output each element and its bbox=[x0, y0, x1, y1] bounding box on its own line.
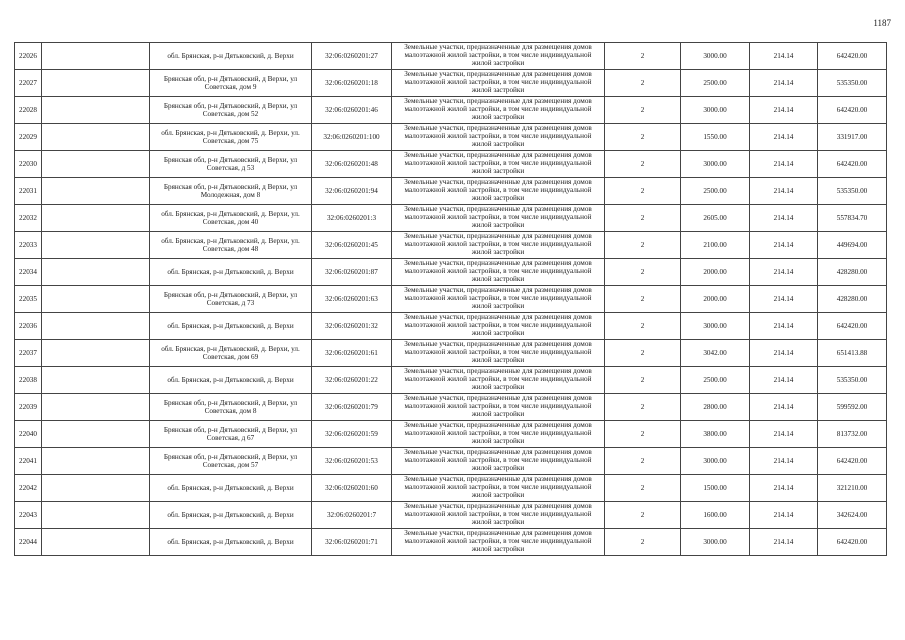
specific-value-cell: 214.14 bbox=[750, 232, 818, 259]
empty-cell bbox=[42, 502, 150, 529]
address-cell: Брянская обл, р-н Дятьковский, д Верхи, ул Советская, д 67 bbox=[150, 421, 312, 448]
area-cell: 1550.00 bbox=[681, 124, 750, 151]
table-row bbox=[15, 448, 887, 475]
cadastral-value-cell: 428280.00 bbox=[818, 286, 887, 313]
empty-cell bbox=[42, 70, 150, 97]
row-number-cell: 22036 bbox=[15, 313, 42, 340]
table-row bbox=[15, 124, 887, 151]
empty-cell bbox=[42, 313, 150, 340]
area-cell: 1500.00 bbox=[681, 475, 750, 502]
specific-value-cell: 214.14 bbox=[750, 394, 818, 421]
area-cell: 3000.00 bbox=[681, 43, 750, 70]
table-row bbox=[15, 475, 887, 502]
address-cell: обл. Брянская, р-н Дятьковский, д. Верхи bbox=[150, 313, 312, 340]
empty-cell bbox=[42, 205, 150, 232]
address-cell: Брянская обл, р-н Дятьковский, д Верхи, ул Советская, дом 9 bbox=[150, 70, 312, 97]
table-row bbox=[15, 232, 887, 259]
land-category-cell: Земельные участки, предназначенные для размещения домов малоэтажной жилой застройки, в том числе индивидуальной жилой застройки bbox=[392, 43, 605, 70]
cadastral-value-cell: 642420.00 bbox=[818, 313, 887, 340]
cadastral-number-cell: 32:06:0260201:22 bbox=[312, 367, 392, 394]
group-cell: 2 bbox=[605, 178, 681, 205]
empty-cell bbox=[42, 259, 150, 286]
specific-value-cell: 214.14 bbox=[750, 178, 818, 205]
row-number-cell: 22028 bbox=[15, 97, 42, 124]
land-category-cell: Земельные участки, предназначенные для размещения домов малоэтажной жилой застройки, в том числе индивидуальной жилой застройки bbox=[392, 421, 605, 448]
cadastral-number-cell: 32:06:0260201:100 bbox=[312, 124, 392, 151]
cadastral-number-cell: 32:06:0260201:87 bbox=[312, 259, 392, 286]
cadastral-number-cell: 32:06:0260201:61 bbox=[312, 340, 392, 367]
group-cell: 2 bbox=[605, 259, 681, 286]
area-cell: 3000.00 bbox=[681, 313, 750, 340]
specific-value-cell: 214.14 bbox=[750, 340, 818, 367]
land-category-cell: Земельные участки, предназначенные для размещения домов малоэтажной жилой застройки, в том числе индивидуальной жилой застройки bbox=[392, 367, 605, 394]
group-cell: 2 bbox=[605, 286, 681, 313]
cadastral-value-cell: 642420.00 bbox=[818, 151, 887, 178]
specific-value-cell: 214.14 bbox=[750, 286, 818, 313]
cadastral-value-cell: 651413.88 bbox=[818, 340, 887, 367]
group-cell: 2 bbox=[605, 448, 681, 475]
empty-cell bbox=[42, 475, 150, 502]
address-cell: обл. Брянская, р-н Дятьковский, д. Верхи bbox=[150, 502, 312, 529]
cadastral-number-cell: 32:06:0260201:7 bbox=[312, 502, 392, 529]
group-cell: 2 bbox=[605, 43, 681, 70]
cadastral-number-cell: 32:06:0260201:3 bbox=[312, 205, 392, 232]
specific-value-cell: 214.14 bbox=[750, 421, 818, 448]
row-number-cell: 22026 bbox=[15, 43, 42, 70]
cadastral-value-cell: 535350.00 bbox=[818, 178, 887, 205]
area-cell: 1600.00 bbox=[681, 502, 750, 529]
land-category-cell: Земельные участки, предназначенные для размещения домов малоэтажной жилой застройки, в том числе индивидуальной жилой застройки bbox=[392, 502, 605, 529]
group-cell: 2 bbox=[605, 97, 681, 124]
cadastral-value-cell: 642420.00 bbox=[818, 448, 887, 475]
table-row bbox=[15, 421, 887, 448]
land-category-cell: Земельные участки, предназначенные для размещения домов малоэтажной жилой застройки, в том числе индивидуальной жилой застройки bbox=[392, 286, 605, 313]
area-cell: 2800.00 bbox=[681, 394, 750, 421]
table-row bbox=[15, 529, 887, 556]
cadastral-value-cell: 342624.00 bbox=[818, 502, 887, 529]
area-cell: 2000.00 bbox=[681, 286, 750, 313]
group-cell: 2 bbox=[605, 340, 681, 367]
row-number-cell: 22044 bbox=[15, 529, 42, 556]
cadastral-value-cell: 599592.00 bbox=[818, 394, 887, 421]
cadastral-number-cell: 32:06:0260201:18 bbox=[312, 70, 392, 97]
address-cell: обл. Брянская, р-н Дятьковский, д. Верхи, ул. Советская, дом 40 bbox=[150, 205, 312, 232]
table-row bbox=[15, 286, 887, 313]
cadastral-value-cell: 428280.00 bbox=[818, 259, 887, 286]
address-cell: обл. Брянская, р-н Дятьковский, д. Верхи bbox=[150, 529, 312, 556]
table-row bbox=[15, 259, 887, 286]
table-row bbox=[15, 151, 887, 178]
land-category-cell: Земельные участки, предназначенные для размещения домов малоэтажной жилой застройки, в том числе индивидуальной жилой застройки bbox=[392, 97, 605, 124]
cadastral-value-cell: 535350.00 bbox=[818, 367, 887, 394]
area-cell: 3000.00 bbox=[681, 97, 750, 124]
group-cell: 2 bbox=[605, 394, 681, 421]
address-cell: обл. Брянская, р-н Дятьковский, д. Верхи bbox=[150, 43, 312, 70]
row-number-cell: 22042 bbox=[15, 475, 42, 502]
cadastral-number-cell: 32:06:0260201:71 bbox=[312, 529, 392, 556]
table-row bbox=[15, 97, 887, 124]
group-cell: 2 bbox=[605, 421, 681, 448]
row-number-cell: 22039 bbox=[15, 394, 42, 421]
land-category-cell: Земельные участки, предназначенные для размещения домов малоэтажной жилой застройки, в том числе индивидуальной жилой застройки bbox=[392, 259, 605, 286]
empty-cell bbox=[42, 394, 150, 421]
specific-value-cell: 214.14 bbox=[750, 97, 818, 124]
land-category-cell: Земельные участки, предназначенные для размещения домов малоэтажной жилой застройки, в том числе индивидуальной жилой застройки bbox=[392, 124, 605, 151]
table-row bbox=[15, 340, 887, 367]
row-number-cell: 22041 bbox=[15, 448, 42, 475]
address-cell: Брянская обл, р-н Дятьковский, д Верхи, ул Советская, дом 57 bbox=[150, 448, 312, 475]
row-number-cell: 22029 bbox=[15, 124, 42, 151]
empty-cell bbox=[42, 529, 150, 556]
cadastral-number-cell: 32:06:0260201:32 bbox=[312, 313, 392, 340]
address-cell: Брянская обл, р-н Дятьковский, д Верхи, ул Советская, д 53 bbox=[150, 151, 312, 178]
address-cell: обл. Брянская, р-н Дятьковский, д. Верхи, ул. Советская, дом 69 bbox=[150, 340, 312, 367]
specific-value-cell: 214.14 bbox=[750, 70, 818, 97]
empty-cell bbox=[42, 97, 150, 124]
cadastral-number-cell: 32:06:0260201:46 bbox=[312, 97, 392, 124]
group-cell: 2 bbox=[605, 502, 681, 529]
row-number-cell: 22037 bbox=[15, 340, 42, 367]
group-cell: 2 bbox=[605, 232, 681, 259]
cadastral-number-cell: 32:06:0260201:45 bbox=[312, 232, 392, 259]
row-number-cell: 22038 bbox=[15, 367, 42, 394]
specific-value-cell: 214.14 bbox=[750, 151, 818, 178]
group-cell: 2 bbox=[605, 313, 681, 340]
land-category-cell: Земельные участки, предназначенные для размещения домов малоэтажной жилой застройки, в том числе индивидуальной жилой застройки bbox=[392, 529, 605, 556]
table-body bbox=[15, 43, 887, 556]
cadastral-value-cell: 449694.00 bbox=[818, 232, 887, 259]
area-cell: 3000.00 bbox=[681, 448, 750, 475]
row-number-cell: 22032 bbox=[15, 205, 42, 232]
row-number-cell: 22043 bbox=[15, 502, 42, 529]
area-cell: 2500.00 bbox=[681, 178, 750, 205]
row-number-cell: 22030 bbox=[15, 151, 42, 178]
land-category-cell: Земельные участки, предназначенные для размещения домов малоэтажной жилой застройки, в том числе индивидуальной жилой застройки bbox=[392, 151, 605, 178]
cadastral-value-cell: 642420.00 bbox=[818, 97, 887, 124]
address-cell: обл. Брянская, р-н Дятьковский, д. Верхи, ул. Советская, дом 75 bbox=[150, 124, 312, 151]
table-row bbox=[15, 367, 887, 394]
land-category-cell: Земельные участки, предназначенные для размещения домов малоэтажной жилой застройки, в том числе индивидуальной жилой застройки bbox=[392, 340, 605, 367]
group-cell: 2 bbox=[605, 367, 681, 394]
page-number: 1187 bbox=[873, 18, 891, 28]
area-cell: 3000.00 bbox=[681, 151, 750, 178]
cadastral-value-cell: 642420.00 bbox=[818, 43, 887, 70]
empty-cell bbox=[42, 340, 150, 367]
specific-value-cell: 214.14 bbox=[750, 43, 818, 70]
cadastral-number-cell: 32:06:0260201:53 bbox=[312, 448, 392, 475]
row-number-cell: 22027 bbox=[15, 70, 42, 97]
land-category-cell: Земельные участки, предназначенные для размещения домов малоэтажной жилой застройки, в том числе индивидуальной жилой застройки bbox=[392, 448, 605, 475]
group-cell: 2 bbox=[605, 70, 681, 97]
empty-cell bbox=[42, 286, 150, 313]
cadastral-number-cell: 32:06:0260201:48 bbox=[312, 151, 392, 178]
cadastral-number-cell: 32:06:0260201:60 bbox=[312, 475, 392, 502]
row-number-cell: 22035 bbox=[15, 286, 42, 313]
area-cell: 2500.00 bbox=[681, 367, 750, 394]
cadastral-value-cell: 642420.00 bbox=[818, 529, 887, 556]
address-cell: обл. Брянская, р-н Дятьковский, д. Верхи bbox=[150, 475, 312, 502]
row-number-cell: 22034 bbox=[15, 259, 42, 286]
empty-cell bbox=[42, 178, 150, 205]
land-category-cell: Земельные участки, предназначенные для размещения домов малоэтажной жилой застройки, в том числе индивидуальной жилой застройки bbox=[392, 205, 605, 232]
row-number-cell: 22031 bbox=[15, 178, 42, 205]
specific-value-cell: 214.14 bbox=[750, 529, 818, 556]
specific-value-cell: 214.14 bbox=[750, 475, 818, 502]
area-cell: 2100.00 bbox=[681, 232, 750, 259]
address-cell: обл. Брянская, р-н Дятьковский, д. Верхи bbox=[150, 367, 312, 394]
cadastral-number-cell: 32:06:0260201:27 bbox=[312, 43, 392, 70]
specific-value-cell: 214.14 bbox=[750, 259, 818, 286]
address-cell: обл. Брянская, р-н Дятьковский, д. Верхи, ул. Советская, дом 48 bbox=[150, 232, 312, 259]
area-cell: 2605.00 bbox=[681, 205, 750, 232]
table-row bbox=[15, 313, 887, 340]
area-cell: 3800.00 bbox=[681, 421, 750, 448]
address-cell: Брянская обл, р-н Дятьковский, д Верхи, ул Советская, д 73 bbox=[150, 286, 312, 313]
area-cell: 2000.00 bbox=[681, 259, 750, 286]
group-cell: 2 bbox=[605, 529, 681, 556]
area-cell: 2500.00 bbox=[681, 70, 750, 97]
cadastral-number-cell: 32:06:0260201:63 bbox=[312, 286, 392, 313]
group-cell: 2 bbox=[605, 205, 681, 232]
land-category-cell: Земельные участки, предназначенные для размещения домов малоэтажной жилой застройки, в том числе индивидуальной жилой застройки bbox=[392, 394, 605, 421]
address-cell: Брянская обл, р-н Дятьковский, д Верхи, ул Советская, дом 8 bbox=[150, 394, 312, 421]
specific-value-cell: 214.14 bbox=[750, 502, 818, 529]
cadastral-value-cell: 813732.00 bbox=[818, 421, 887, 448]
cadastral-value-cell: 321210.00 bbox=[818, 475, 887, 502]
table-row bbox=[15, 178, 887, 205]
empty-cell bbox=[42, 421, 150, 448]
cadastral-value-table bbox=[14, 42, 887, 556]
address-cell: Брянская обл, р-н Дятьковский, д Верхи, ул Советская, дом 52 bbox=[150, 97, 312, 124]
area-cell: 3042.00 bbox=[681, 340, 750, 367]
empty-cell bbox=[42, 232, 150, 259]
specific-value-cell: 214.14 bbox=[750, 313, 818, 340]
empty-cell bbox=[42, 43, 150, 70]
table-row bbox=[15, 502, 887, 529]
empty-cell bbox=[42, 151, 150, 178]
table-row bbox=[15, 70, 887, 97]
empty-cell bbox=[42, 448, 150, 475]
address-cell: обл. Брянская, р-н Дятьковский, д. Верхи bbox=[150, 259, 312, 286]
specific-value-cell: 214.14 bbox=[750, 124, 818, 151]
specific-value-cell: 214.14 bbox=[750, 448, 818, 475]
land-category-cell: Земельные участки, предназначенные для размещения домов малоэтажной жилой застройки, в том числе индивидуальной жилой застройки bbox=[392, 178, 605, 205]
address-cell: Брянская обл, р-н Дятьковский, д Верхи, ул Молодежная, дом 8 bbox=[150, 178, 312, 205]
specific-value-cell: 214.14 bbox=[750, 367, 818, 394]
row-number-cell: 22033 bbox=[15, 232, 42, 259]
cadastral-value-cell: 557834.70 bbox=[818, 205, 887, 232]
table-row bbox=[15, 205, 887, 232]
group-cell: 2 bbox=[605, 124, 681, 151]
cadastral-value-cell: 535350.00 bbox=[818, 70, 887, 97]
specific-value-cell: 214.14 bbox=[750, 205, 818, 232]
land-category-cell: Земельные участки, предназначенные для размещения домов малоэтажной жилой застройки, в том числе индивидуальной жилой застройки bbox=[392, 313, 605, 340]
table-row bbox=[15, 394, 887, 421]
cadastral-value-cell: 331917.00 bbox=[818, 124, 887, 151]
land-category-cell: Земельные участки, предназначенные для размещения домов малоэтажной жилой застройки, в том числе индивидуальной жилой застройки bbox=[392, 70, 605, 97]
land-category-cell: Земельные участки, предназначенные для размещения домов малоэтажной жилой застройки, в том числе индивидуальной жилой застройки bbox=[392, 475, 605, 502]
table-row bbox=[15, 43, 887, 70]
cadastral-number-cell: 32:06:0260201:79 bbox=[312, 394, 392, 421]
land-category-cell: Земельные участки, предназначенные для размещения домов малоэтажной жилой застройки, в том числе индивидуальной жилой застройки bbox=[392, 232, 605, 259]
empty-cell bbox=[42, 367, 150, 394]
group-cell: 2 bbox=[605, 151, 681, 178]
cadastral-number-cell: 32:06:0260201:94 bbox=[312, 178, 392, 205]
row-number-cell: 22040 bbox=[15, 421, 42, 448]
empty-cell bbox=[42, 124, 150, 151]
area-cell: 3000.00 bbox=[681, 529, 750, 556]
group-cell: 2 bbox=[605, 475, 681, 502]
cadastral-number-cell: 32:06:0260201:59 bbox=[312, 421, 392, 448]
